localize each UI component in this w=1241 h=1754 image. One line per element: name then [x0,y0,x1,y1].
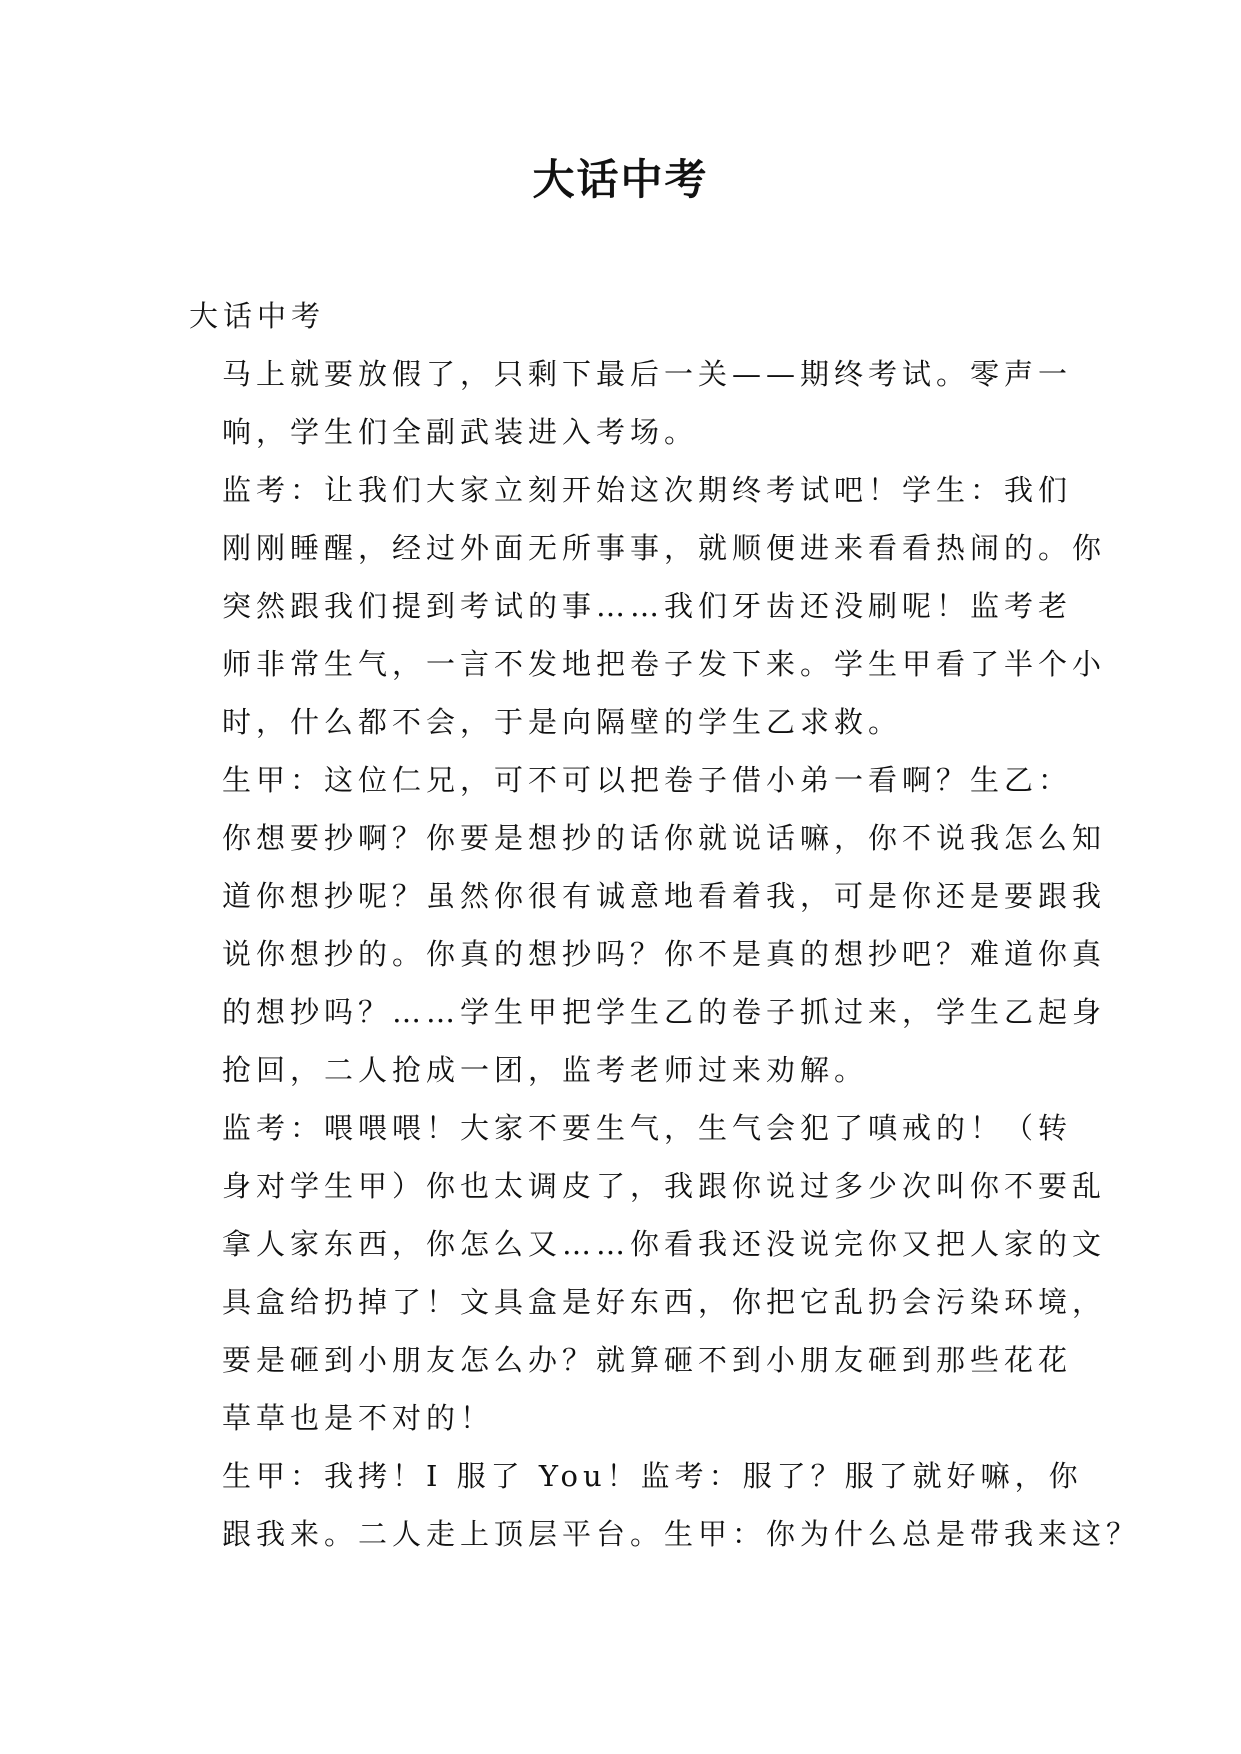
document-body [189,287,1141,1563]
paragraph [189,751,1107,1099]
text-line: 时，什么都不会，于是向隔壁的学生乙求救。 [222,705,903,739]
paragraph-heading [189,287,1064,345]
text-line: 跟我来。二人走上顶层平台。生甲：你为什么总是带我来这？ [222,1517,1141,1551]
text-line: 说你想抄的。你真的想抄吗？你不是真的想抄吧？难道你真 [222,937,1107,971]
paragraph [189,1099,1107,1447]
text-line: 生甲：我拷！I 服了 You！监考：服了？服了就好嘛，你 [222,1459,1083,1493]
paragraph [189,345,1073,461]
text-line: 身对学生甲）你也太调皮了，我跟你说过多少次叫你不要乱 [222,1169,1107,1203]
text-line: 刚刚睡醒，经过外面无所事事，就顺便进来看看热闹的。你 [222,531,1107,565]
paragraph [189,1447,1141,1563]
text-line: 大话中考 [189,299,326,333]
text-line: 要是砸到小朋友怎么办？就算砸不到小朋友砸到那些花花 [222,1343,1073,1377]
text-line: 草草也是不对的！ [222,1401,495,1435]
text-line: 响，学生们全副武装进入考场。 [222,415,699,449]
text-line: 马上就要放假了，只剩下最后一关——期终考试。零声一 [222,357,1073,391]
text-line: 抢回，二人抢成一团，监考老师过来劝解。 [222,1053,869,1087]
text-line: 监考：让我们大家立刻开始这次期终考试吧！学生：我们 [222,473,1073,507]
text-line: 师非常生气，一言不发地把卷子发下来。学生甲看了半个小 [222,647,1107,681]
text-line: 道你想抄呢？虽然你很有诚意地看着我，可是你还是要跟我 [222,879,1107,913]
text-line: 的想抄吗？……学生甲把学生乙的卷子抓过来，学生乙起身 [222,995,1107,1029]
text-line: 监考：喂喂喂！大家不要生气，生气会犯了嗔戒的！（转 [222,1111,1073,1145]
document-title: 大话中考 [532,155,709,204]
text-line: 突然跟我们提到考试的事……我们牙齿还没刷呢！监考老 [222,589,1073,623]
paragraph [189,461,1107,751]
text-line: 生甲：这位仁兄，可不可以把卷子借小弟一看啊？生乙： [222,763,1073,797]
text-line: 你想要抄啊？你要是想抄的话你就说话嘛，你不说我怎么知 [222,821,1107,855]
text-line: 拿人家东西，你怎么又……你看我还没说完你又把人家的文 [222,1227,1107,1261]
text-line: 具盒给扔掉了！文具盒是好东西，你把它乱扔会污染环境， [222,1285,1107,1319]
